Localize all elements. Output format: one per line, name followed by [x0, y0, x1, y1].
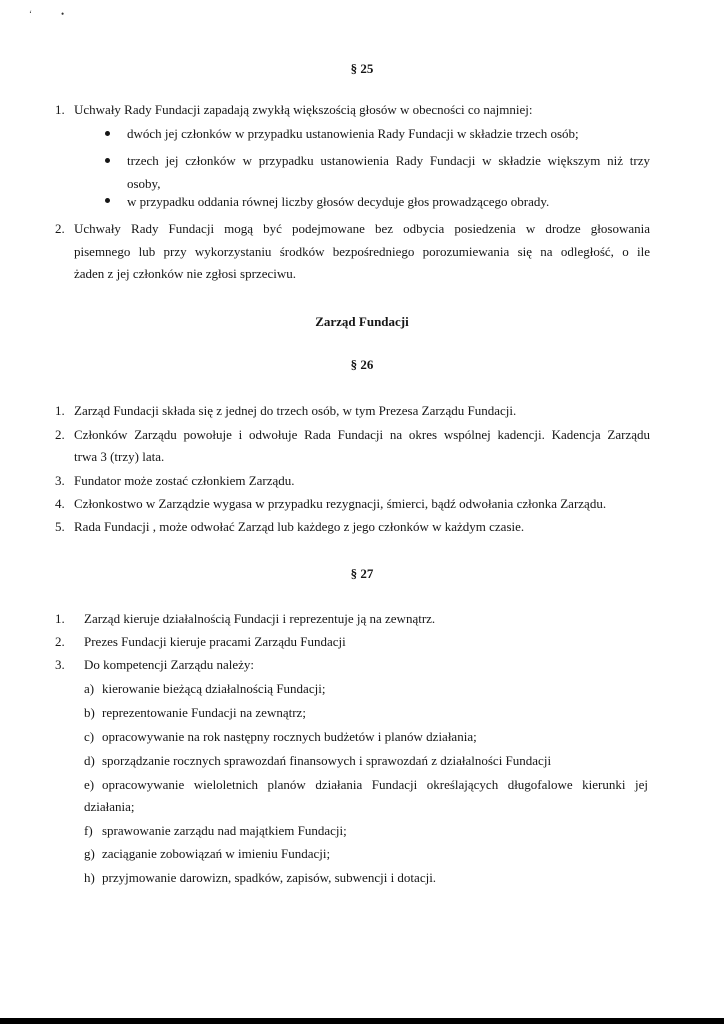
s25-item-1-text: Uchwały Rady Fundacji zapadają zwykłą większością głosów w obecności co najmniej: — [74, 102, 533, 117]
s27-sub-g-letter: g) — [84, 846, 95, 861]
scan-bottom-edge — [0, 1018, 724, 1024]
s25-bullet-3: w przypadku oddania równej liczby głosów decyduje głos prowadzącego obrady. — [127, 194, 550, 209]
chapter-heading-zarzad: Zarząd Fundacji — [315, 314, 409, 329]
s26-item-2-line-1: Członków Zarządu powołuje i odwołuje Rada Fundacji na okres wspólnej kadencji. Kadencja Zarządu — [74, 427, 650, 442]
s27-item-3-number: 3. — [55, 657, 65, 672]
s26-item-4-number: 4. — [55, 496, 65, 511]
s27-sub-a-letter: a) — [84, 681, 95, 696]
s26-item-2-line-2: trwa 3 (trzy) lata. — [74, 449, 165, 464]
s27-sub-e-letter: e) — [84, 777, 95, 792]
s27-sub-c-letter: c) — [84, 729, 95, 744]
s25-bullet-2-line-2: osoby, — [127, 176, 161, 191]
s25-bullet-1: dwóch jej członków w przypadku ustanowienia Rady Fundacji w składzie trzech osób; — [127, 126, 579, 141]
bullet-icon — [105, 198, 110, 203]
s25-item-2-number: 2. — [55, 221, 65, 236]
s27-sub-b-text: reprezentowanie Fundacji na zewnątrz; — [102, 705, 306, 720]
section-26-heading: § 26 — [350, 357, 374, 372]
s27-sub-a-text: kierowanie bieżącą działalnością Fundacji; — [102, 681, 326, 696]
s27-sub-h-letter: h) — [84, 870, 95, 885]
s26-item-5-number: 5. — [55, 519, 65, 534]
s27-sub-d-letter: d) — [84, 753, 95, 768]
s27-sub-c-text: opracowywanie na rok następny rocznych budżetów i planów działania; — [102, 729, 477, 744]
s26-item-1-text: Zarząd Fundacji składa się z jednej do trzech osób, w tym Prezesa Zarządu Fundacji. — [74, 403, 517, 418]
s27-item-2-number: 2. — [55, 634, 65, 649]
s27-sub-f-letter: f) — [84, 823, 93, 838]
s27-sub-b-letter: b) — [84, 705, 95, 720]
s27-sub-h-text: przyjmowanie darowizn, spadków, zapisów, subwencji i dotacji. — [102, 870, 437, 885]
s27-item-2-text: Prezes Fundacji kieruje pracami Zarządu Fundacji — [84, 634, 346, 649]
s25-item-2-line-2: pisemnego lub przy wykorzystaniu środków bezpośredniego porozumiewania się na odległość, o ile — [74, 244, 650, 259]
s27-sub-g-text: zaciąganie zobowiązań w imieniu Fundacji; — [102, 846, 331, 861]
s25-item-2-line-1: Uchwały Rady Fundacji mogą być podejmowane bez odbycia posiedzenia w drodze głosowania — [74, 221, 650, 236]
section-27-heading: § 27 — [350, 566, 374, 581]
bullet-icon — [105, 131, 110, 136]
bullet-icon — [105, 158, 110, 163]
s26-item-3-number: 3. — [55, 473, 65, 488]
s27-sub-f-text: sprawowanie zarządu nad majątkiem Fundacji; — [102, 823, 347, 838]
s26-item-5-text: Rada Fundacji , może odwołać Zarząd lub każdego z jego członków w każdym czasie. — [74, 519, 525, 534]
s26-item-2-number: 2. — [55, 427, 65, 442]
section-25-heading: § 25 — [350, 61, 374, 76]
s26-item-1-number: 1. — [55, 403, 65, 418]
s27-item-3-text: Do kompetencji Zarządu należy: — [84, 657, 255, 672]
s27-sub-d-text: sporządzanie rocznych sprawozdań finansowych i sprawozdań z działalności Fundacji — [102, 753, 552, 768]
s25-item-1-number: 1. — [55, 102, 65, 117]
s27-item-1-text: Zarząd kieruje działalnością Fundacji i reprezentuje ją na zewnątrz. — [84, 611, 436, 626]
s26-item-3-text: Fundator może zostać członkiem Zarządu. — [74, 473, 295, 488]
s27-item-1-number: 1. — [55, 611, 65, 626]
s25-item-2-line-3: żaden z jej członków nie zgłosi sprzeciwu. — [74, 266, 296, 281]
s27-sub-e-line-1: opracowywanie wieloletnich planów działania Fundacji określających długofalowe kierunki jej — [102, 777, 648, 792]
scan-mark-left: ‘ — [29, 9, 32, 19]
s27-sub-e-line-2: działania; — [84, 799, 135, 814]
s26-item-4-text: Członkostwo w Zarządzie wygasa w przypadku rezygnacji, śmierci, bądź odwołania członka Zarządu. — [74, 496, 607, 511]
scan-mark-right: • — [61, 9, 65, 19]
s25-bullet-2-line-1: trzech jej członków w przypadku ustanowienia Rady Fundacji w składzie większym niż trzy — [127, 153, 650, 168]
